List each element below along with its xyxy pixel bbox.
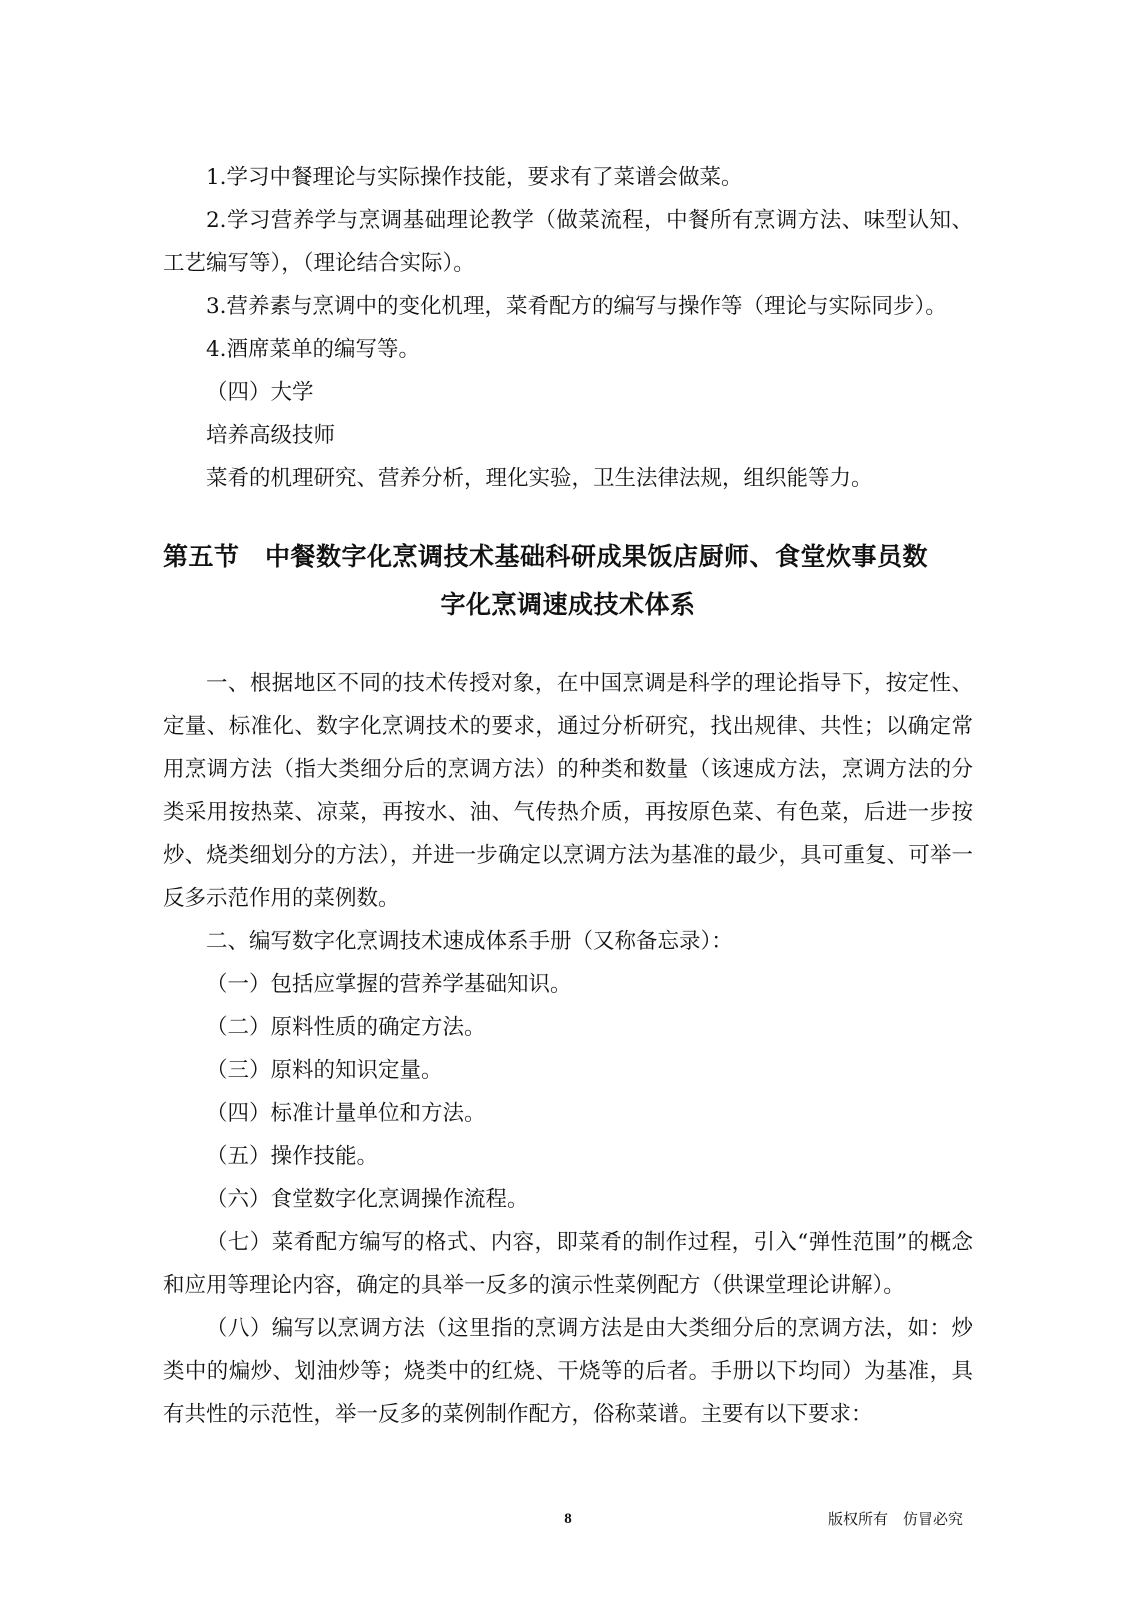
paragraph: （四）大学 — [206, 380, 314, 405]
paragraph: （二）原料性质的确定方法。 — [206, 1015, 486, 1040]
section-heading-line-2: 字化烹调速成技术体系 — [440, 590, 696, 619]
paragraph: （七）菜肴配方编写的格式、内容，即菜肴的制作过程，引入“弹性范围”的概念和应用等理论内容，确定的具举一反多的演示性菜例配方（供课堂理论讲解）。 — [163, 1230, 973, 1298]
paragraph: 菜肴的机理研究、营养分析，理化实验，卫生法律法规，组织能等力。 — [206, 466, 873, 491]
page-footer — [0, 1507, 1131, 1531]
paragraph: （一）包括应掌握的营养学基础知识。 — [206, 972, 572, 997]
paragraph: 二、编写数字化烹调技术速成体系手册（又称备忘录）： — [206, 929, 733, 954]
paragraph: 培养高级技师 — [206, 423, 336, 448]
page-content — [163, 156, 973, 1436]
paragraph: （三）原料的知识定量。 — [206, 1058, 443, 1083]
paragraph: （八）编写以烹调方法（这里指的烹调方法是由大类细分后的烹调方法，如：炒类中的煸炒、划油炒等；烧类中的红烧、干烧等的后者。手册以下均同）为基准，具有共性的示范性，举一反多的菜例制作配方，俗称菜谱。主要有以下要求： — [163, 1316, 973, 1427]
copyright-notice: 版权所有 仿冒必究 — [828, 1510, 964, 1528]
paragraph: （六）食堂数字化烹调操作流程。 — [206, 1187, 529, 1212]
paragraph: （五）操作技能。 — [206, 1144, 379, 1169]
paragraph: 4.酒席菜单的编写等。 — [206, 337, 421, 362]
section-heading-line-1: 第五节 中餐数字化烹调技术基础科研成果饭店厨师、食堂炊事员数 — [163, 542, 929, 571]
page-number: 8 — [564, 1511, 572, 1527]
paragraph: 2.学习营养学与烹调基础理论教学（做菜流程，中餐所有烹调方法、味型认知、工艺编写等），（理论结合实际）。 — [163, 208, 973, 276]
paragraph: 一、根据地区不同的技术传授对象，在中国烹调是科学的理论指导下，按定性、定量、标准化、数字化烹调技术的要求，通过分析研究，找出规律、共性；以确定常用烹调方法（指大类细分后的烹调方法）的种类和数量（该速成方法，烹调方法的分类采用按热菜、凉菜，再按水、油、气传热介质，再按原色菜、有色菜，后进一步按炒、烧类细划分的方法），并进一步确定以烹调方法为基准的最少，具可重复、可举一反多示范作用的菜例数。 — [163, 671, 973, 911]
paragraph: （四）标准计量单位和方法。 — [206, 1101, 486, 1126]
paragraph: 3.营养素与烹调中的变化机理，菜肴配方的编写与操作等（理论与实际同步）。 — [206, 294, 947, 319]
paragraph: 1.学习中餐理论与实际操作技能，要求有了菜谱会做菜。 — [206, 165, 743, 190]
section-heading — [163, 533, 973, 629]
